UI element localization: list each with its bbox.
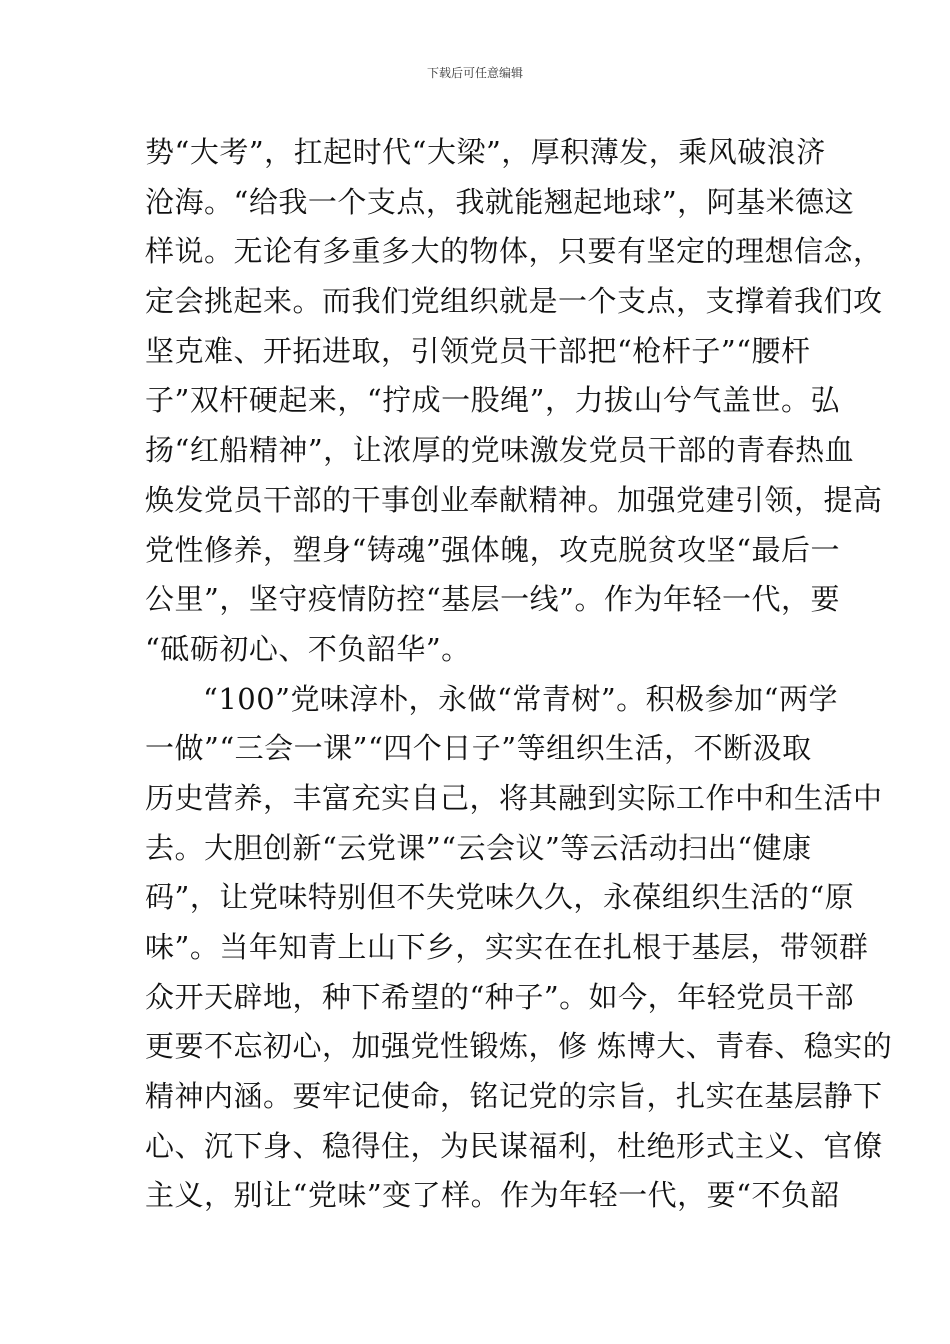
document-body (145, 128, 893, 1221)
text-line: 主义，别让“党味”变了样。作为年轻一代，要“不负韶 (145, 1178, 840, 1213)
text-line: 码”，让党味特别但不失党味久久，永葆组织生活的“原 (145, 880, 855, 915)
text-line: 样说。无论有多重多大的物体，只要有坚定的理想信念， (145, 234, 883, 269)
text-line: 焕发党员干部的干事创业奉献精神。加强党建引领，提高 (145, 482, 883, 517)
text-line: 子”双杆硬起来，“拧成一股绳”，力拔山兮气盖世。弘 (145, 383, 840, 418)
text-line: 扬“红船精神”，让浓厚的党味激发党员干部的青春热血 (145, 433, 855, 468)
text-line: 更要不忘初心，加强党性锻炼，修 炼博大、青春、稳实的 (145, 1029, 893, 1064)
text-line: 定会挑起来。而我们党组织就是一个支点，支撑着我们攻 (145, 284, 883, 319)
text-line: 一做”“三会一课”“四个日子”等组织生活，不断汲取 (145, 731, 812, 766)
text-line: 心、沉下身、稳得住，为民谋福利，杜绝形式主义、官僚 (145, 1128, 883, 1163)
text-line: 势“大考”，扛起时代“大梁”，厚积薄发，乘风破浪济 (145, 135, 826, 169)
text-line: 精神内涵。要牢记使命，铭记党的宗旨，扎实在基层静下 (145, 1079, 883, 1114)
text-line: 众开天辟地，种下希望的“种子”。如今，年轻党员干部 (145, 979, 855, 1014)
text-line: 沧海。“给我一个支点，我就能翘起地球”，阿基米德这 (145, 184, 855, 219)
text-line: 坚克难、开拓进取，引领党员干部把“枪杆子”“腰杆 (145, 333, 811, 368)
page-header: 下载后可任意编辑 (426, 66, 523, 80)
text-line: 公里”，坚守疫情防控“基层一线”。作为年轻一代，要 (145, 582, 840, 617)
text-line: 党性修养，塑身“铸魂”强体魄，攻克脱贫攻坚“最后一 (145, 532, 840, 567)
text-line: “砥砺初心、不负韶华”。 (145, 631, 471, 666)
paragraph-first-line: “100”党味淳朴，永做“常青树”。积极参加“两学 (203, 681, 838, 716)
text-line: 历史营养，丰富充实自己，将其融到实际工作中和生活中 (145, 780, 883, 815)
text-line: 去。大胆创新“云党课”“云会议”等云活动扫出“健康 (145, 830, 812, 865)
text-line: 味”。当年知青上山下乡，实实在在扎根于基层，带领群 (145, 930, 869, 964)
